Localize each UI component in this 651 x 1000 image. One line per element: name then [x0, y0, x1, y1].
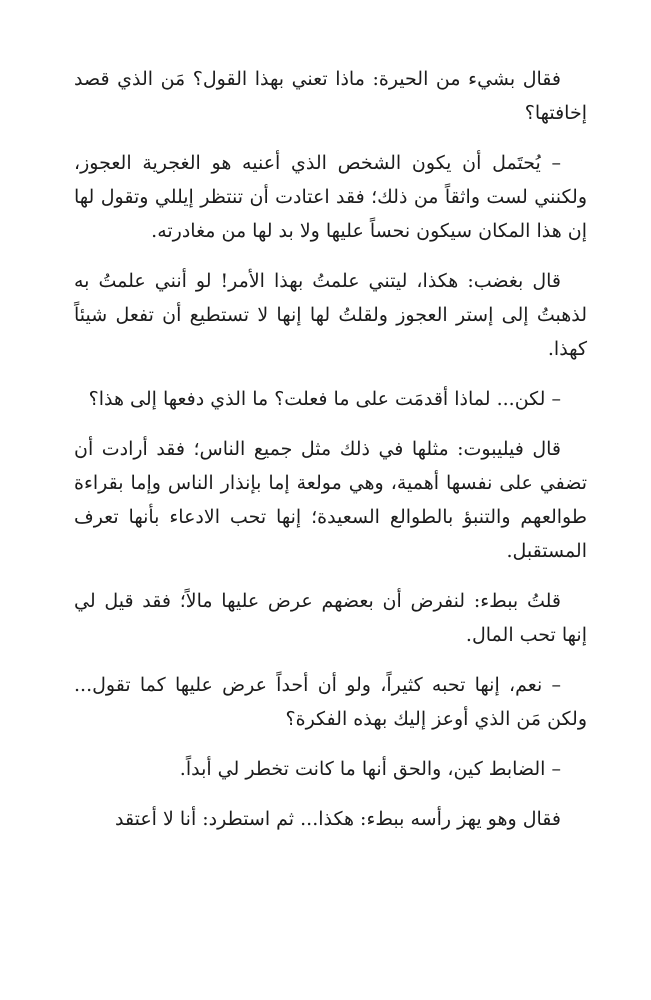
paragraph-2: – يُحتَمل أن يكون الشخص الذي أعنيه هو الغجرية العجوز، ولكنني لست واثقاً من ذلك؛ فقد اعتادت أن تنتظر إيللي وتقول لها إن هذا المكان سيكون نحساً عليها ولا بد لها من مغادرته.	[74, 152, 587, 242]
paragraph-7: – نعم، إنها تحبه كثيراً، ولو أن أحداً عرض عليها كما تقول... ولكن مَن الذي أوعز إليك بهذه الفكرة؟	[74, 674, 587, 730]
paragraph-1: فقال بشيء من الحيرة: ماذا تعني بهذا القول؟ مَن الذي قصد إخافتها؟	[74, 68, 587, 124]
paragraph-3: قال بغضب: هكذا، ليتني علمتُ بهذا الأمر! لو أنني علمتُ به لذهبتُ إلى إستر العجوز ولقلتُ لها إنها لا تستطيع أن تفعل شيئاً كهذا.	[74, 270, 587, 360]
paragraph-9: فقال وهو يهز رأسه ببطء: هكذا... ثم استطرد: أنا لا أعتقد	[115, 808, 561, 830]
paragraph-6: قلتُ ببطء: لنفرض أن بعضهم عرض عليها مالاً؛ فقد قيل لي إنها تحب المال.	[74, 590, 587, 646]
paragraph-5: قال فيليبوت: مثلها في ذلك مثل جميع الناس؛ فقد أرادت أن تضفي على نفسها أهمية، وهي مولعة إما بإنذار الناس وإما بقراءة طوالعهم والتنبؤ بالطوالع السعيدة؛ إنها تحب الادعاء بأنها تعرف المستقبل.	[74, 438, 587, 562]
paragraph-4: – لكن... لماذا أقدمَت على ما فعلت؟ ما الذي دفعها إلى هذا؟	[88, 388, 561, 410]
paragraph-8: – الضابط كين، والحق أنها ما كانت تخطر لي أبداً.	[179, 758, 561, 780]
book-page	[74, 62, 587, 836]
